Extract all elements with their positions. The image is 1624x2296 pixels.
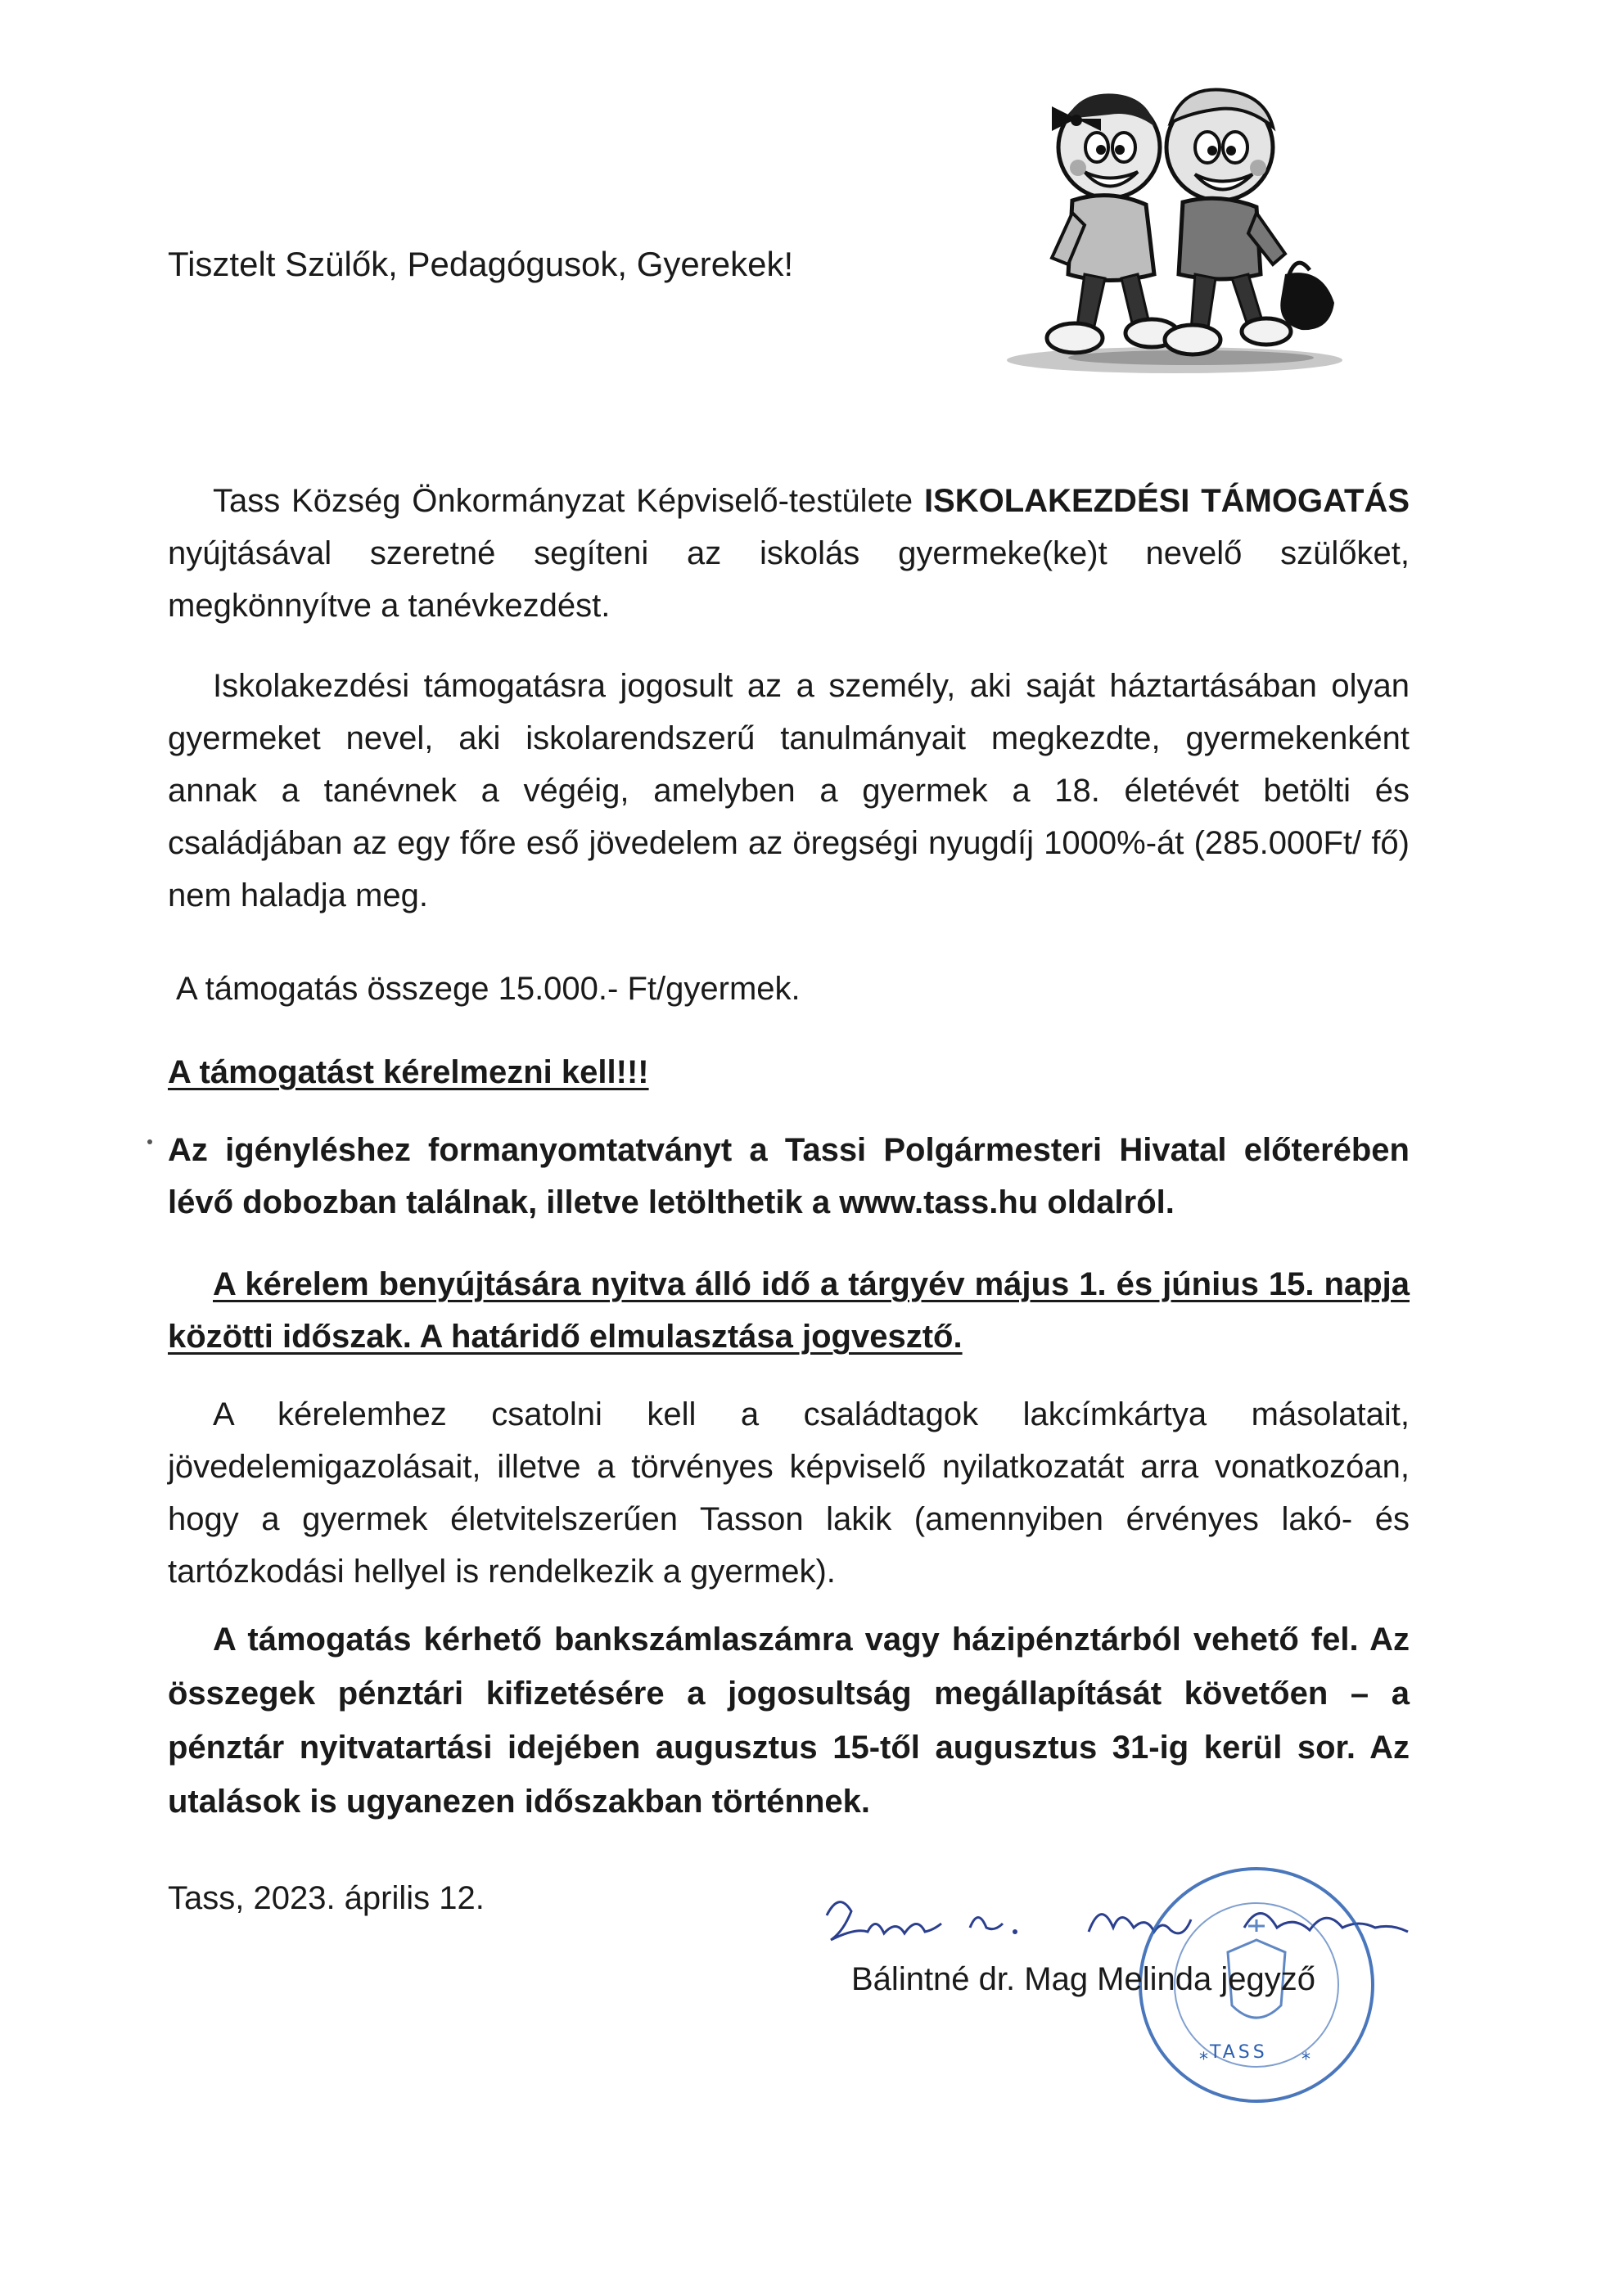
intro-bold-term: ISKOLAKEZDÉSI TÁMOGATÁS (923, 483, 1410, 519)
stray-mark (147, 1139, 152, 1144)
intro-lead: Tass Község Önkormányzat Képviselő-testülete (213, 483, 924, 519)
stamp-bottom-text: TASS (1210, 2042, 1268, 2063)
paragraph-amount: A támogatás összege 15.000.- Ft/gyermek. (176, 971, 801, 1007)
paragraph-eligibility: Iskolakezdési támogatásra jogosult az a személy, aki saját háztartásában olyan gyermeket nevel, aki iskolarendszerű tanulmányait megkezdte, gyermekenként annak a tanévnek a végéig, amelyben a gyermek a 18. életévét betölti és családjában az egy főre eső jövedelem az öregségi nyugdíj 1000%-át (285.000Ft/ fő) nem haladja meg. (168, 668, 1410, 913)
paragraph-payment: A támogatás kérhető bankszámlaszámra vagy házipénztárból vehető fel. Az összegek pénztári kifizetésére a jogosultság megállapítását követően – a pénztár nyitvatartási idejében augusztus 15-től augusztus 31-ig kerül sor. Az utalások is ugyanezen időszakban történnek. (168, 1622, 1410, 1820)
signatory-name: Bálintné dr. Mag Melinda jegyző (851, 1961, 1315, 1997)
svg-text:*: * (1199, 2050, 1208, 2070)
paragraph-form-location: Az igényléshez formanyomtatványt a Tassi Polgármesteri Hivatal előterében lévő dobozban találnak, illetve letölthetik a www.tass.hu oldalról. (168, 1132, 1410, 1220)
salutation: Tisztelt Szülők, Pedagógusok, Gyerekek! (168, 245, 794, 283)
paragraph-attachments: A kérelemhez csatolni kell a családtagok lakcímkártya másolatait, jövedelemigazolásait, illetve a törvényes képviselő nyilatkozatát arra vonatkozóan, hogy a gyermek életvitelszerűen Tasson lakik (amennyiben érvényes lakó- és tartózkodási hellyel is rendelkezik a gyermek). (168, 1396, 1410, 1590)
svg-text:*: * (1301, 2050, 1310, 2070)
two-schoolchildren-walking-icon (1003, 70, 1347, 381)
intro-tail: nyújtásával szeretné segíteni az iskolás gyermeke(ke)t nevelő szülőket, megkönnyítve a tanévkezdést. (168, 535, 1410, 624)
paragraph-deadline: A kérelem benyújtására nyitva álló idő a tárgyév május 1. és június 15. napja közötti időszak. A határidő elmulasztása jogvesztő. (168, 1266, 1410, 1355)
place-and-date: Tass, 2023. április 12. (168, 1880, 485, 1916)
paragraph-intro (168, 475, 1410, 632)
paragraph-must-apply: A támogatást kérelmezni kell!!! (168, 1054, 649, 1090)
